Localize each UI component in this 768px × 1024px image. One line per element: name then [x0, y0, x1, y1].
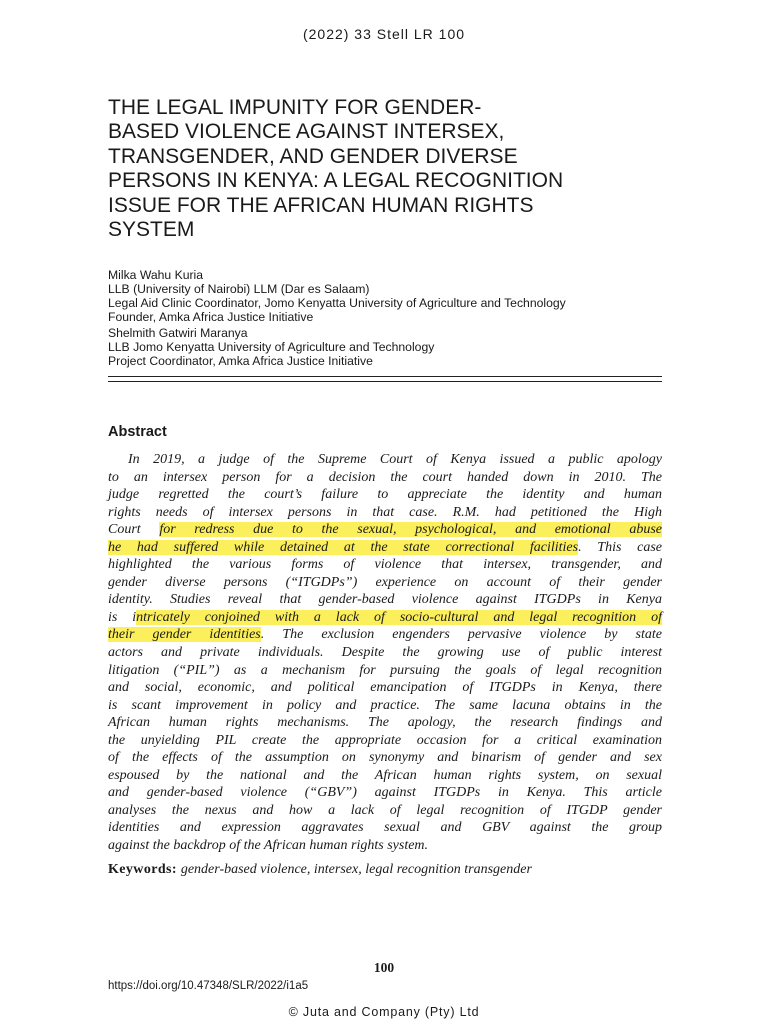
- abstract-line: to an intersex person for a decision the court handed down in 2010. The: [108, 469, 662, 485]
- abstract-line: rights needs of intersex persons in that case. R.M. had petitioned the High: [108, 504, 662, 520]
- abstract-text-segment: is i: [108, 609, 137, 625]
- abstract-heading: Abstract: [108, 424, 167, 440]
- abstract-line: [108, 609, 662, 627]
- abstract-line: espoused by the national and the African human rights system, on sexual: [108, 767, 662, 783]
- keywords-line: Keywords: gender-based violence, intersex, legal recognition transgender: [108, 862, 532, 877]
- highlighted-text: for redress due to the sexual, psychological, and emotional abuse: [159, 522, 662, 538]
- author-affiliation: Legal Aid Clinic Coordinator, Jomo Kenyatta University of Agriculture and Technology: [108, 296, 566, 310]
- abstract-line: [108, 626, 662, 644]
- abstract-line: African human rights mechanisms. The apology, the research findings and: [108, 715, 662, 731]
- abstract-text-segment: . The exclusion engenders pervasive violence by state: [260, 627, 662, 643]
- page-number: 100: [373, 960, 395, 975]
- journal-citation: (2022) 33 Stell LR 100: [302, 26, 466, 42]
- abstract-line: against the backdrop of the African human rights system.: [108, 838, 429, 854]
- abstract-line: judge regretted the court’s failure to appreciate the identity and human: [108, 487, 662, 503]
- abstract-line: analyses the nexus and how a lack of legal recognition of ITGDP gender: [108, 802, 662, 818]
- keywords-list: gender-based violence, intersex, legal recognition transgender: [180, 862, 532, 877]
- divider-rule: [108, 381, 662, 382]
- abstract-line: actors and private individuals. Despite the growing use of public interest: [108, 645, 662, 661]
- abstract-line: litigation (“PIL”) as a mechanism for pursuing the goals of legal recognition: [108, 662, 662, 678]
- abstract-line: In 2019, a judge of the Supreme Court of Kenya issued a public apology: [128, 452, 662, 467]
- author-degrees: LLB (University of Nairobi) LLM (Dar es Salaam): [108, 282, 370, 296]
- abstract-text-segment: Court: [108, 522, 160, 538]
- title-line: TRANSGENDER, AND GENDER DIVERSE: [108, 144, 518, 168]
- abstract-line: the unyielding PIL create the appropriate occasion for a critical examination: [108, 732, 662, 748]
- abstract-line: identity. Studies reveal that gender-based violence against ITGDPs in Kenya: [108, 592, 662, 608]
- highlighted-text: he had suffered while detained at the state correctional facilities: [108, 539, 579, 555]
- author-affiliation: Project Coordinator, Amka Africa Justice Initiative: [108, 354, 373, 368]
- abstract-line: [108, 539, 662, 557]
- abstract-line: [108, 521, 662, 539]
- author-name: Shelmith Gatwiri Maranya: [108, 326, 248, 340]
- abstract-line: is scant improvement in policy and practice. The same lacuna obtains in the: [108, 697, 662, 713]
- author-affiliation: Founder, Amka Africa Justice Initiative: [108, 310, 314, 324]
- title-line: BASED VIOLENCE AGAINST INTERSEX,: [108, 120, 505, 144]
- title-line: PERSONS IN KENYA: A LEGAL RECOGNITION: [108, 169, 564, 193]
- highlighted-text: ntricately conjoined with a lack of socio-cultural and legal recognition of: [136, 609, 662, 625]
- abstract-line: of the effects of the assumption on synonymy and binarism of gender and sex: [108, 750, 662, 766]
- abstract-text-segment: . This case: [578, 539, 663, 555]
- copyright-notice: © Juta and Company (Pty) Ltd: [288, 1005, 480, 1019]
- author-degrees: LLB Jomo Kenyatta University of Agriculture and Technology: [108, 340, 435, 354]
- abstract-text: [108, 451, 662, 855]
- abstract-line: and gender-based violence (“GBV”) against ITGDPs in Kenya. This article: [108, 785, 662, 801]
- article-title: [108, 96, 668, 242]
- keywords-label: Keywords: [108, 862, 172, 877]
- divider-rule: [108, 376, 662, 377]
- title-line: SYSTEM: [108, 218, 195, 242]
- doi-link[interactable]: https://doi.org/10.47348/SLR/2022/i1a5: [108, 980, 309, 992]
- title-line: THE LEGAL IMPUNITY FOR GENDER-: [108, 96, 482, 119]
- author-block: [108, 268, 668, 368]
- abstract-line: gender diverse persons (“ITGDPs”) experience on account of their gender: [108, 574, 662, 590]
- abstract-line: identities and expression aggravates sexual and GBV against the group: [108, 820, 662, 836]
- title-line: ISSUE FOR THE AFRICAN HUMAN RIGHTS: [108, 193, 534, 217]
- abstract-line: highlighted the various forms of violence that intersex, transgender, and: [108, 557, 662, 573]
- highlighted-text: their gender identities: [108, 627, 261, 643]
- author-name: Milka Wahu Kuria: [108, 268, 204, 282]
- abstract-line: and social, economic, and political emancipation of ITGDPs in Kenya, there: [108, 680, 662, 696]
